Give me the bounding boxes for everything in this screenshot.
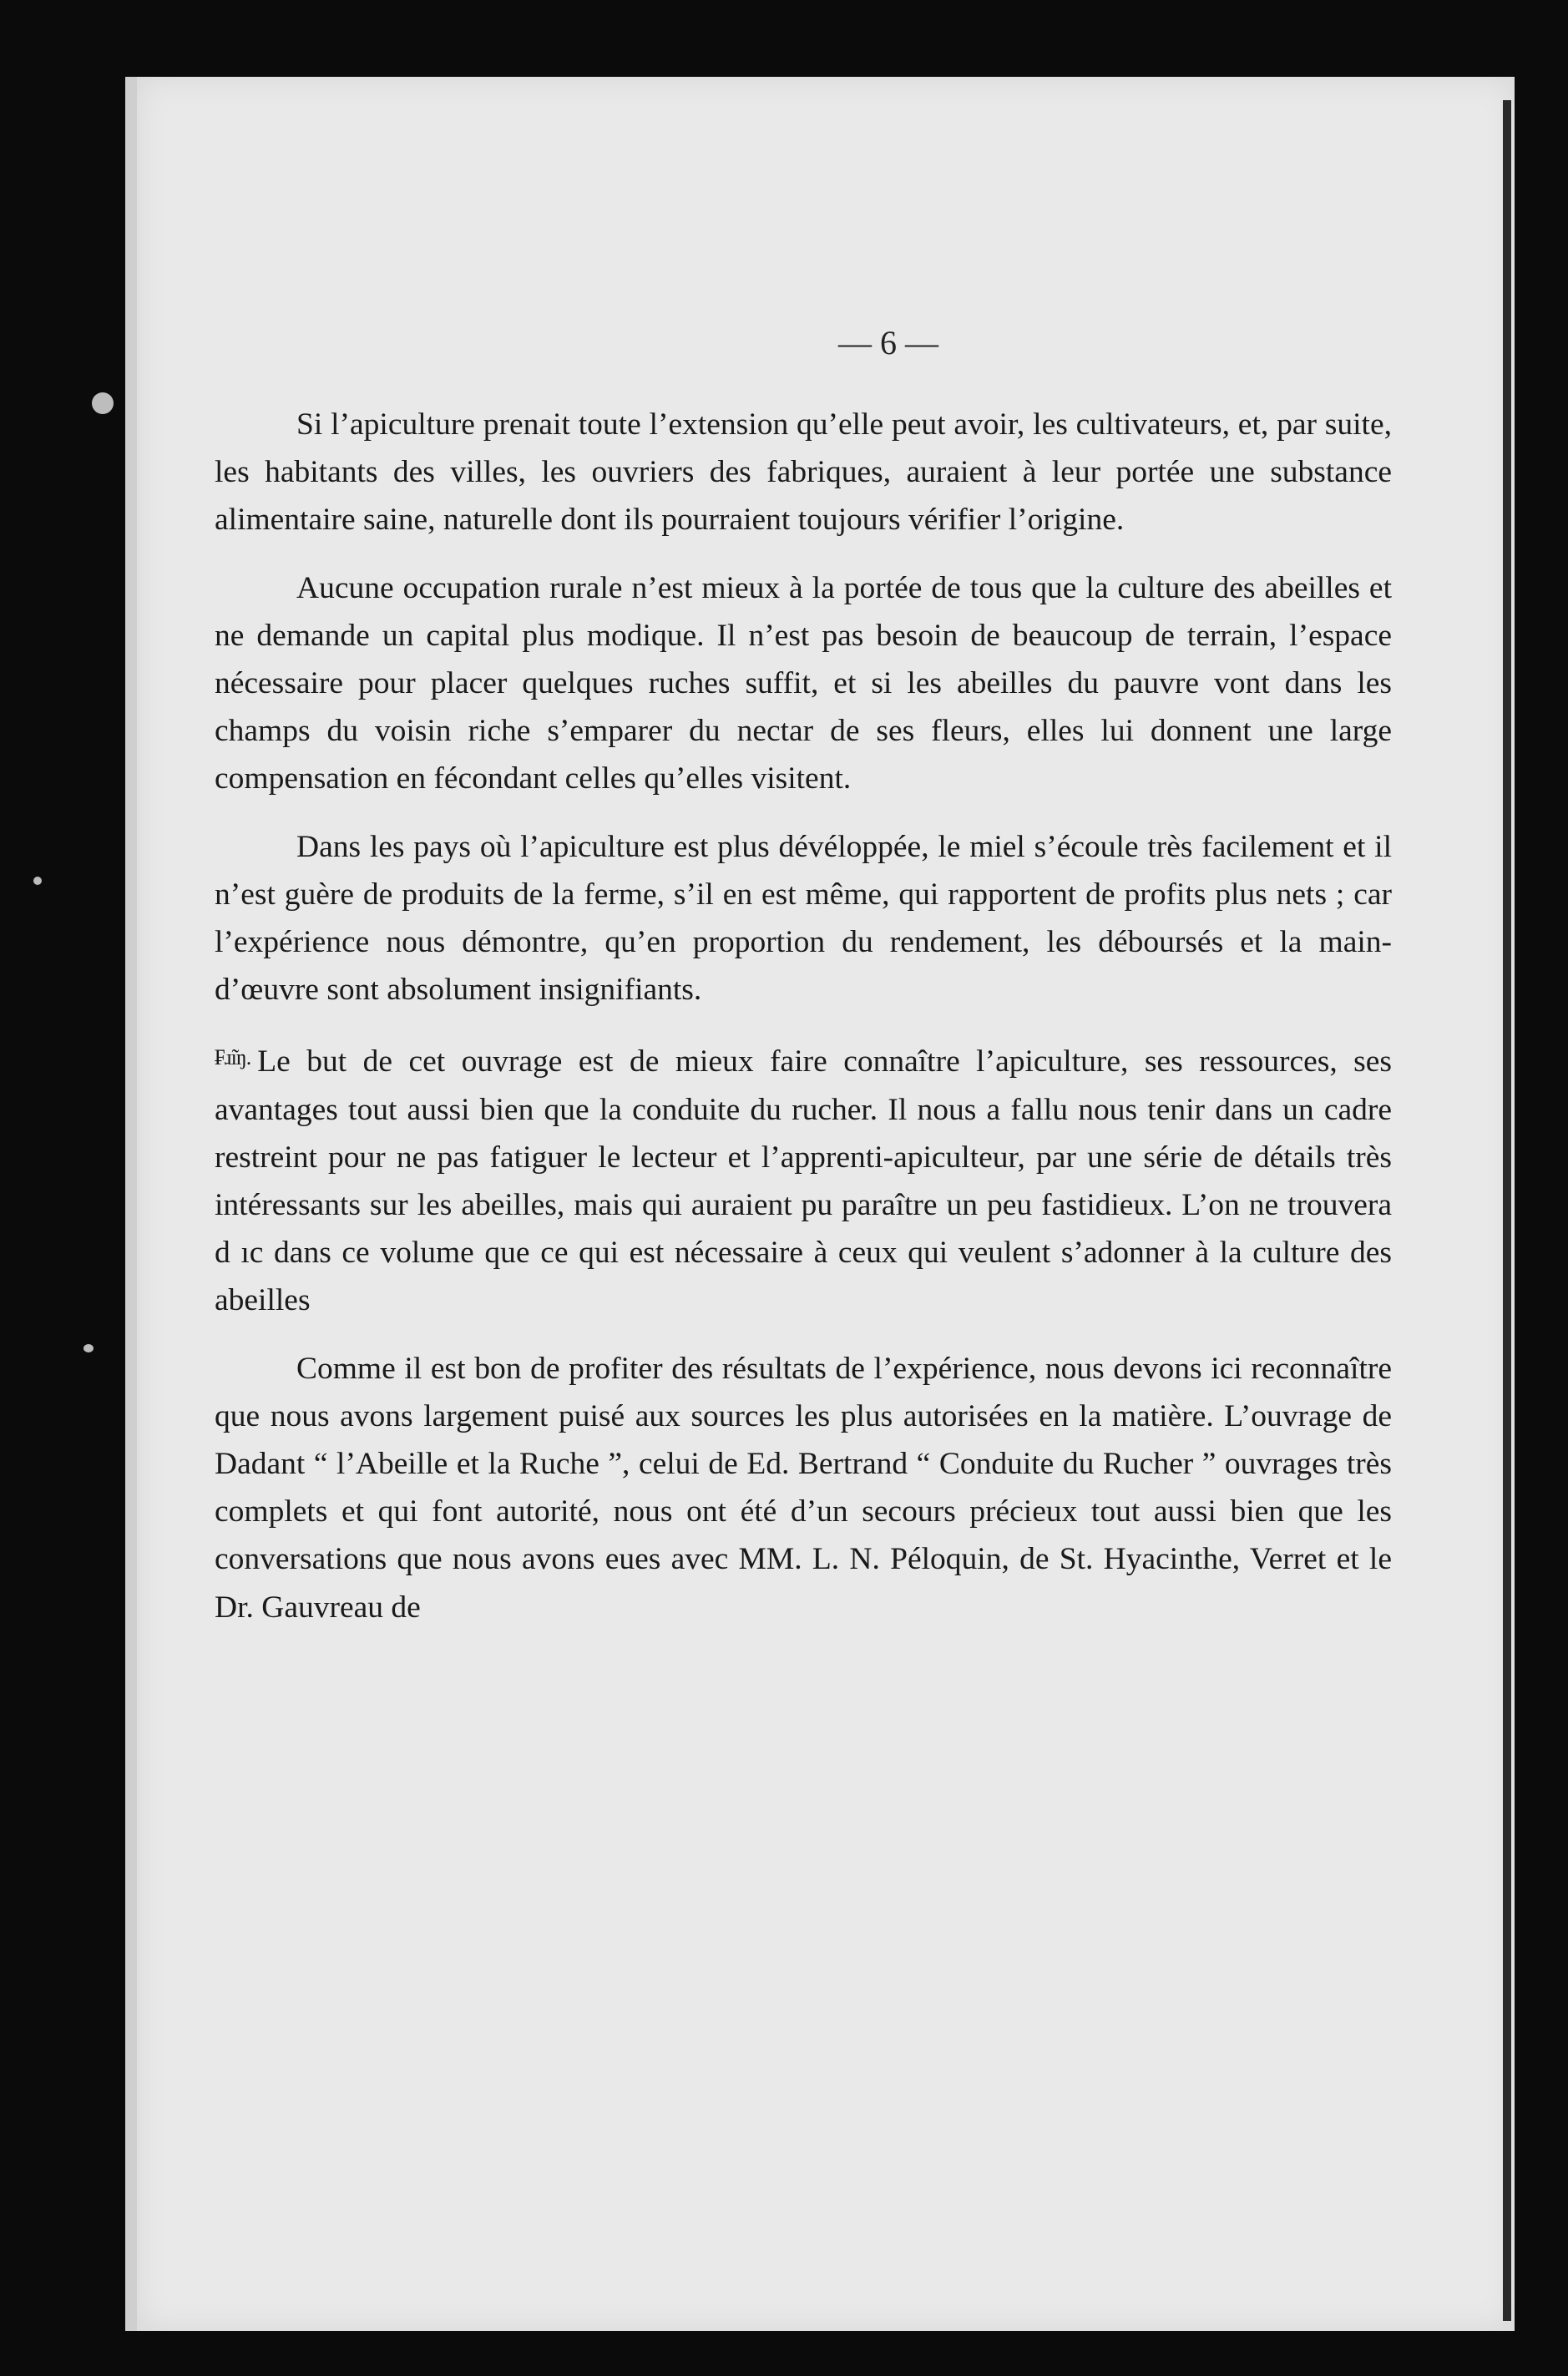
paragraph: Aucune occupation rurale n’est mieux à la portée de tous que la culture des abeilles et ne demande un capital plus modique. Il n’est pas besoin de beaucoup de terrain, l’espace nécessaire pour placer quelques ruches suffit, et si les abeilles du pauvre vont dans les champs du voisin riche s’emparer du nectar de ses fleurs, elles lui donnent une large compensation en fécondant celles qu’elles visitent. xyxy=(215,570,1392,796)
paragraph: Comme il est bon de profiter des résultats de l’expérience, nous devons ici reconnaître que nous avons largement puisé aux sources les plus autorisées en la matière. L’ouvrage de Dadant “ l’Abeille et la Ruche ”, celui de Ed. Bertrand “ Conduite du Rucher ” ouvrages très complets et qui font autorité, nous ont été d’un secours précieux tout aussi bien que les conversations que nous avons eues avec MM. L. N. Péloquin, de St. Hyacinthe, Verret et le Dr. Gauvreau de xyxy=(215,1351,1392,1625)
body-text xyxy=(215,401,1392,1651)
scan-speck xyxy=(33,877,42,885)
scan-speck xyxy=(83,1344,94,1352)
page-number: — 6 — xyxy=(838,324,938,361)
paragraph: Si l’apiculture prenait toute l’extension qu’elle peut avoir, les cultivateurs, et, par suite, les habitants des villes, les ouvriers des fabriques, auraient à leur portée une substance alimentaire saine, naturelle dont ils pourraient toujours vérifier l’origine. xyxy=(215,407,1392,538)
page-edge-shadow xyxy=(1503,100,1511,2321)
margin-mark: ₣ɹ̃ıŋ. xyxy=(215,1045,251,1070)
paragraph: Dans les pays où l’apiculture est plus dévéloppée, le miel s’écoule très facilement et il n’est guère de produits de la ferme, s’il en est même, qui rapportent de profits plus nets ; car l’expérience nous démontre, qu’en proportion du rendement, les déboursés et la main-d’œuvre sont absolument insignifiants. xyxy=(215,829,1392,1008)
scan-speck xyxy=(92,392,114,414)
paragraph-text: Le but de cet ouvrage est de mieux faire connaître l’apiculture, ses ressources, ses avantages tout aussi bien que la conduite du rucher. Il nous a fallu nous tenir dans un cadre restreint pour ne pas fatiguer le lecteur et l’apprenti-apiculteur, par une série de détails très intéressants sur les abeilles, mais qui auraient pu paraître un peu fastidieux. L’on ne trouvera d ıc dans ce volume que ce qui est nécessaire à ceux qui veulent s’adonner à la culture des abeilles xyxy=(215,1044,1392,1318)
paragraph xyxy=(215,1034,1392,1324)
